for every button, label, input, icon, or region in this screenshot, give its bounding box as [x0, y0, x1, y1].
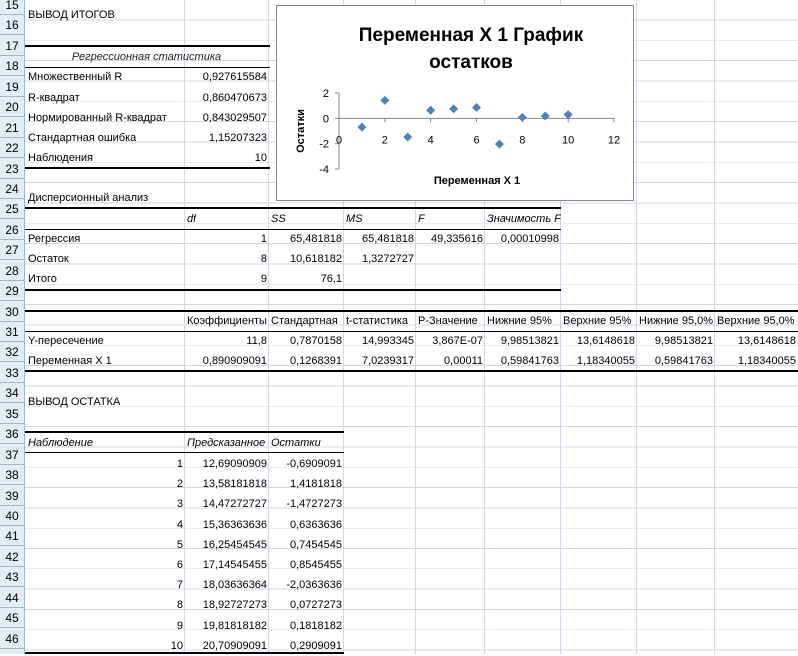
coef-header[interactable]: Верхние 95%: [563, 315, 632, 327]
anova-header[interactable]: MS: [346, 213, 363, 225]
residual-obs[interactable]: 7: [176, 579, 183, 592]
row-number[interactable]: 23: [0, 159, 24, 179]
regstat-value[interactable]: 10: [254, 152, 267, 164]
residual-predicted[interactable]: 20,70909091: [202, 639, 267, 652]
row-number[interactable]: 19: [0, 77, 24, 97]
row-number[interactable]: 30: [0, 302, 24, 322]
regstat-value[interactable]: 0,843029507: [202, 112, 267, 124]
row-number[interactable]: 31: [0, 322, 24, 342]
anova-row-label[interactable]: Регрессия: [28, 233, 81, 245]
coef-cell[interactable]: 0,59841763: [654, 355, 713, 367]
chart-x-tick-label: 4: [427, 134, 434, 147]
summary-title[interactable]: ВЫВОД ИТОГОВ: [28, 9, 115, 21]
coef-header[interactable]: Стандартная: [271, 315, 338, 327]
chart-x-tick-label: 8: [519, 134, 526, 147]
residual-obs[interactable]: 8: [176, 599, 183, 612]
residual-predicted[interactable]: 18,03636364: [202, 579, 267, 592]
coef-cell[interactable]: 11,8: [246, 335, 267, 347]
residual-predicted[interactable]: 16,25454545: [202, 538, 267, 551]
chart-point: [380, 96, 389, 105]
residual-value[interactable]: 0,6363636: [290, 518, 342, 531]
anova-header[interactable]: Значимость F: [487, 213, 561, 225]
anova-cell[interactable]: 9: [260, 273, 267, 285]
chart-point: [564, 110, 573, 119]
coef-cell[interactable]: 1,18340055: [737, 355, 796, 367]
chart-x-tick-label: 12: [607, 134, 621, 147]
residual-obs[interactable]: 10: [170, 639, 183, 652]
residual-obs[interactable]: 9: [176, 619, 183, 632]
residual-value[interactable]: 0,0727273: [290, 599, 342, 612]
residual-predicted[interactable]: 15,36363636: [202, 518, 267, 531]
coef-row-label[interactable]: Y-пересечение: [28, 335, 104, 347]
row-number[interactable]: 18: [0, 56, 24, 76]
row-number[interactable]: 43: [0, 567, 24, 587]
anova-header[interactable]: SS: [271, 213, 286, 225]
anova-cell[interactable]: 49,335616: [431, 233, 483, 245]
coef-cell[interactable]: 13,6148618: [576, 335, 635, 347]
regstat-label[interactable]: Стандартная ошибка: [28, 132, 137, 144]
row-number[interactable]: 39: [0, 486, 24, 506]
residual-obs[interactable]: 5: [176, 538, 183, 551]
coef-cell[interactable]: 0,7870158: [290, 335, 342, 347]
row-number[interactable]: 32: [0, 342, 24, 362]
residual-predicted[interactable]: 19,81818182: [202, 619, 267, 632]
row-number[interactable]: 40: [0, 506, 24, 526]
coef-cell[interactable]: 0,00011: [444, 355, 483, 367]
chart-point: [403, 132, 412, 141]
row-number[interactable]: 46: [0, 629, 24, 649]
coef-cell[interactable]: 0,890909091: [202, 355, 267, 367]
residual-obs[interactable]: 1: [176, 458, 183, 470]
row-number[interactable]: 35: [0, 404, 24, 424]
chart-y-tick-label: 2: [322, 88, 329, 100]
anova-header[interactable]: F: [418, 213, 425, 225]
coef-header[interactable]: t-статистика: [346, 315, 409, 327]
coef-cell[interactable]: 3,867E-07: [432, 335, 483, 347]
coef-cell[interactable]: 9,98513821: [500, 335, 559, 347]
row-number[interactable]: 16: [0, 15, 24, 35]
row-number[interactable]: 36: [0, 424, 24, 444]
anova-cell[interactable]: 1: [260, 233, 267, 245]
anova-cell[interactable]: 10,618182: [290, 253, 342, 265]
residual-value[interactable]: -2,0363636: [286, 579, 342, 592]
coef-header[interactable]: Верхние 95,0%: [717, 315, 795, 327]
row-number[interactable]: 38: [0, 465, 24, 485]
regstat-label[interactable]: Нормированный R-квадрат: [28, 112, 167, 124]
regstat-header[interactable]: Регрессионная статистика: [71, 51, 222, 63]
coef-header[interactable]: Коэффициенты: [187, 315, 267, 327]
row-number[interactable]: 24: [0, 179, 24, 199]
row-number[interactable]: 27: [0, 240, 24, 260]
row-number[interactable]: 45: [0, 608, 24, 628]
anova-cell[interactable]: 0,00010998: [500, 233, 559, 245]
anova-row-label[interactable]: Итого: [28, 273, 57, 285]
regstat-label[interactable]: Множественный R: [28, 71, 123, 83]
anova-cell[interactable]: 8: [260, 253, 267, 265]
anova-row-label[interactable]: Остаток: [28, 253, 69, 265]
residual-predicted[interactable]: 17,14545455: [202, 559, 267, 571]
anova-cell[interactable]: 65,481818: [362, 233, 414, 245]
row-number[interactable]: 41: [0, 526, 24, 546]
residual-predicted[interactable]: 18,92727273: [202, 599, 267, 612]
coef-cell[interactable]: 13,6148618: [737, 335, 796, 347]
residual-obs[interactable]: 4: [176, 518, 183, 531]
residual-value[interactable]: 0,1818182: [290, 619, 342, 632]
residual-predicted[interactable]: 13,58181818: [202, 478, 267, 491]
chart-xlabel: Переменная X 1: [433, 175, 521, 187]
chart-x-tick-label: 10: [562, 134, 575, 147]
row-number[interactable]: 25: [0, 199, 24, 219]
row-number[interactable]: 33: [0, 363, 24, 383]
regstat-value[interactable]: 0,927615584: [202, 71, 267, 83]
chart-title-line1: Переменная X 1 График: [358, 25, 584, 46]
row-number[interactable]: 34: [0, 383, 24, 403]
chart-title-line2: остатков: [429, 52, 513, 73]
anova-cell[interactable]: 65,481818: [290, 233, 342, 245]
chart-point: [495, 140, 504, 149]
residual-value[interactable]: -1,4727273: [286, 498, 342, 511]
residuals-header[interactable]: Предсказанное: [187, 437, 266, 449]
residual-obs[interactable]: 2: [176, 478, 183, 491]
chart-point: [541, 112, 550, 121]
coef-cell[interactable]: 1,18340055: [576, 355, 635, 367]
residual-plot-chart[interactable]: [276, 5, 634, 201]
coef-header[interactable]: Нижние 95%: [487, 315, 552, 327]
residuals-header[interactable]: Остатки: [271, 437, 321, 449]
chart-point: [472, 103, 481, 112]
coef-cell[interactable]: 14,993345: [362, 335, 414, 347]
coef-cell[interactable]: 9,98513821: [654, 335, 713, 347]
anova-cell[interactable]: 1,3272727: [362, 253, 414, 265]
row-number[interactable]: 15: [0, 0, 24, 15]
row-number[interactable]: 37: [0, 445, 24, 465]
chart-x-tick-label: 0: [335, 134, 343, 147]
coef-cell[interactable]: 0,59841763: [500, 355, 559, 367]
residuals-title[interactable]: ВЫВОД ОСТАТКА: [28, 396, 121, 408]
anova-header[interactable]: df: [187, 213, 197, 225]
residual-value[interactable]: 1,4181818: [290, 478, 342, 491]
chart-y-tick-label: -2: [319, 138, 329, 151]
coef-cell[interactable]: 7,0239317: [362, 355, 414, 367]
regstat-label[interactable]: Наблюдения: [28, 152, 94, 164]
row-number[interactable]: 20: [0, 97, 24, 117]
regstat-value[interactable]: 1,15207323: [208, 132, 267, 144]
residual-obs[interactable]: 6: [176, 559, 183, 571]
residual-value[interactable]: 0,8545455: [290, 559, 342, 571]
residuals-header[interactable]: Наблюдение: [28, 437, 93, 449]
anova-title[interactable]: Дисперсионный анализ: [28, 192, 149, 204]
chart-point: [449, 104, 458, 113]
chart-y-tick-label: 0: [322, 113, 329, 126]
chart-x-tick-label: 6: [473, 134, 480, 147]
anova-cell[interactable]: 76,1: [320, 273, 342, 285]
chart-ylabel: Остатки: [295, 109, 307, 153]
row-number[interactable]: 17: [0, 36, 24, 56]
row-number[interactable]: 26: [0, 220, 24, 240]
residual-value[interactable]: 0,7454545: [290, 538, 342, 551]
residual-predicted[interactable]: 14,47272727: [202, 498, 267, 511]
regstat-value[interactable]: 0,860470673: [202, 92, 267, 104]
row-number[interactable]: 29: [0, 281, 24, 301]
chart-y-tick-label: -4: [319, 164, 329, 176]
coef-header[interactable]: P-Значение: [418, 315, 478, 327]
residual-value[interactable]: 0,2909091: [290, 639, 342, 652]
chart-point: [357, 123, 366, 132]
coef-header[interactable]: Нижние 95,0%: [639, 315, 714, 327]
residual-value[interactable]: -0,6909091: [286, 458, 342, 470]
row-number[interactable]: 42: [0, 547, 24, 567]
row-number[interactable]: 21: [0, 118, 24, 138]
chart-x-tick-label: 2: [381, 134, 388, 147]
chart-svg: [277, 6, 635, 202]
coef-cell[interactable]: 0,1268391: [290, 355, 342, 367]
residual-predicted[interactable]: 12,69090909: [202, 458, 267, 470]
chart-point: [518, 113, 527, 122]
row-number[interactable]: 44: [0, 588, 24, 608]
row-number[interactable]: 28: [0, 261, 24, 281]
row-number[interactable]: 22: [0, 138, 24, 158]
regstat-label[interactable]: R-квадрат: [28, 92, 80, 104]
coef-row-label[interactable]: Переменная X 1: [28, 355, 112, 367]
chart-point: [426, 106, 435, 115]
residual-obs[interactable]: 3: [176, 498, 183, 511]
